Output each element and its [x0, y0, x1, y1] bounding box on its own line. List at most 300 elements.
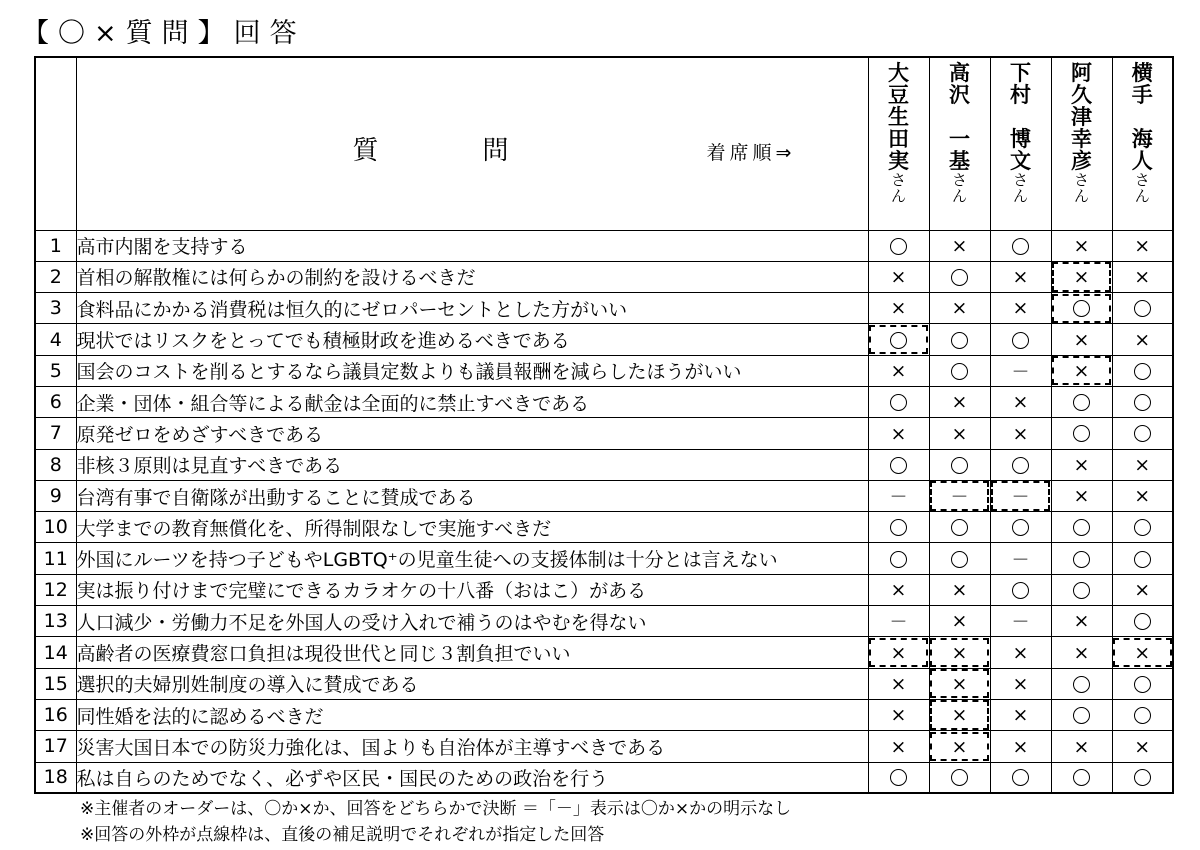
circle-answer [1073, 582, 1090, 599]
question-text: 台湾有事で自衛隊が出動することに賛成である [76, 480, 868, 511]
dash-answer: － [1011, 549, 1030, 571]
circle-answer [1073, 676, 1090, 693]
circle-answer [1012, 582, 1029, 599]
circle-mark-icon [890, 519, 907, 536]
answer-cell [990, 731, 1051, 762]
circle-answer [890, 332, 907, 349]
cross-answer: × [890, 673, 907, 696]
answer-cell [1112, 418, 1173, 449]
answer-cell [1051, 355, 1112, 386]
question-number: 8 [35, 449, 76, 480]
circle-mark-icon [890, 457, 907, 474]
circle-mark-icon [1012, 238, 1029, 255]
cross-answer: × [1012, 266, 1029, 289]
cross-answer: × [890, 422, 907, 445]
answer-cell [990, 355, 1051, 386]
question-text: 実は振り付けまで完璧にできるカラオケの十八番（おはこ）がある [76, 574, 868, 605]
seating-order-label: 着席順⇒ [706, 142, 796, 164]
answer-cell [1051, 637, 1112, 668]
answer-cell [868, 355, 929, 386]
candidate-header-cell [990, 57, 1051, 230]
answer-cell [868, 261, 929, 292]
question-number: 5 [35, 355, 76, 386]
honorific-char: ん [1073, 187, 1089, 205]
question-text: 人口減少・労働力不足を外国人の受け入れで補うのはやむを得ない [76, 606, 868, 637]
candidate-name-char: 津 [1071, 105, 1092, 129]
question-text: 災害大国日本での防災力強化は、国よりも自治体が主導すべきである [76, 731, 868, 762]
cross-answer: × [1073, 266, 1090, 289]
circle-mark-icon [890, 551, 907, 568]
cross-answer: × [951, 422, 968, 445]
question-number: 18 [35, 762, 76, 793]
answer-cell [1112, 261, 1173, 292]
candidate-header-cell [1112, 57, 1173, 230]
answer-cell [929, 543, 990, 574]
qa-sheet [34, 56, 1172, 792]
answer-cell [1112, 293, 1173, 324]
question-text: 首相の解散権には何らかの制約を設けるべきだ [76, 261, 868, 292]
candidate-name-char: 生 [888, 105, 909, 129]
answer-cell [990, 418, 1051, 449]
table-row [35, 230, 1173, 261]
circle-answer [1134, 769, 1151, 786]
question-number: 6 [35, 386, 76, 417]
table-row [35, 261, 1173, 292]
dash-answer: － [889, 612, 908, 634]
candidate-header-cell [929, 57, 990, 230]
question-number: 13 [35, 606, 76, 637]
candidate-name-char: 彦 [1071, 149, 1092, 173]
question-number: 14 [35, 637, 76, 668]
question-text: 現状ではリスクをとってでも積極財政を進めるべきである [76, 324, 868, 355]
cross-answer: × [1134, 579, 1151, 602]
circle-answer [890, 238, 907, 255]
answer-cell [1051, 668, 1112, 699]
answer-cell [990, 543, 1051, 574]
circle-mark-icon [951, 551, 968, 568]
answer-cell [990, 512, 1051, 543]
candidate-name-char: 阿 [1071, 61, 1092, 85]
answer-cell [868, 731, 929, 762]
circle-answer [1073, 425, 1090, 442]
candidate-name-char: 横 [1131, 61, 1153, 85]
answer-cell [868, 324, 929, 355]
question-number: 12 [35, 574, 76, 605]
circle-mark-icon [1073, 707, 1090, 724]
circle-mark-icon [1134, 394, 1151, 411]
circle-answer [1073, 551, 1090, 568]
circle-answer [951, 269, 968, 286]
cross-answer: × [890, 641, 907, 664]
circle-mark-icon [1134, 676, 1151, 693]
answer-cell [1112, 386, 1173, 417]
answer-cell [1051, 574, 1112, 605]
answer-cell [990, 261, 1051, 292]
circle-answer [890, 551, 907, 568]
circle-answer [1012, 769, 1029, 786]
cross-answer: × [1073, 485, 1090, 508]
answer-cell [1112, 574, 1173, 605]
cross-answer: × [890, 704, 907, 727]
answer-cell [1051, 230, 1112, 261]
table-row [35, 355, 1173, 386]
circle-mark-icon [1134, 425, 1151, 442]
cross-answer: × [1012, 391, 1029, 414]
honorific-char: ん [1012, 187, 1028, 205]
question-number: 16 [35, 699, 76, 730]
circle-answer [1073, 394, 1090, 411]
circle-answer [1073, 769, 1090, 786]
cross-answer: × [1134, 735, 1151, 758]
answer-cell [929, 512, 990, 543]
answer-cell [990, 480, 1051, 511]
honorific-char: ん [951, 187, 967, 205]
circle-answer [1134, 613, 1151, 630]
answer-cell [929, 731, 990, 762]
table-row [35, 668, 1173, 699]
question-text: 選択的夫婦別姓制度の導入に賛成である [76, 668, 868, 699]
answer-cell [990, 386, 1051, 417]
table-row [35, 418, 1173, 449]
cross-answer: × [951, 579, 968, 602]
answer-cell [1112, 480, 1173, 511]
answer-cell [1051, 606, 1112, 637]
cross-answer: × [1134, 328, 1151, 351]
candidate-name [1113, 58, 1173, 204]
answer-cell [929, 386, 990, 417]
answer-cell [1112, 668, 1173, 699]
cross-answer: × [951, 610, 968, 633]
table-row [35, 386, 1173, 417]
circle-answer [890, 457, 907, 474]
answer-cell [868, 449, 929, 480]
answer-cell [1112, 762, 1173, 793]
answer-cell [929, 355, 990, 386]
answer-cell [1112, 449, 1173, 480]
candidate-name [869, 58, 929, 204]
circle-mark-icon [951, 332, 968, 349]
cross-answer: × [890, 297, 907, 320]
question-text: 高齢者の医療費窓口負担は現役世代と同じ３割負担でいい [76, 637, 868, 668]
circle-answer [1134, 519, 1151, 536]
honorific-char: さ [1012, 171, 1028, 189]
answer-cell [929, 699, 990, 730]
circle-answer [1073, 707, 1090, 724]
candidate-name-char: 沢 [949, 83, 970, 107]
answer-cell [929, 230, 990, 261]
circle-answer [951, 551, 968, 568]
circle-answer [951, 332, 968, 349]
answer-cell [1051, 324, 1112, 355]
circle-mark-icon [1073, 425, 1090, 442]
candidate-name-char: 下 [1010, 61, 1031, 85]
answer-cell [990, 762, 1051, 793]
candidate-name-char: 手 [1131, 83, 1153, 107]
cross-answer: × [951, 641, 968, 664]
answer-cell [868, 480, 929, 511]
question-text: 国会のコストを削るとするなら議員定数よりも議員報酬を減らしたほうがいい [76, 355, 868, 386]
circle-answer [890, 519, 907, 536]
cross-answer: × [951, 297, 968, 320]
question-number: 11 [35, 543, 76, 574]
answer-cell [929, 293, 990, 324]
circle-mark-icon [890, 769, 907, 786]
circle-mark-icon [951, 457, 968, 474]
circle-mark-icon [1134, 551, 1151, 568]
question-text: 高市内閣を支持する [76, 230, 868, 261]
question-text: 企業・団体・組合等による献金は全面的に禁止すべきである [76, 386, 868, 417]
question-text: 外国にルーツを持つ子どもやLGBTQ⁺の児童生徒への支援体制は十分とは言えない [76, 543, 868, 574]
question-text: 原発ゼロをめざすべきである [76, 418, 868, 449]
answer-cell [1051, 512, 1112, 543]
cross-answer: × [1073, 641, 1090, 664]
question-number: 1 [35, 230, 76, 261]
cross-answer: × [1012, 735, 1029, 758]
circle-mark-icon [890, 394, 907, 411]
answer-cell [1051, 418, 1112, 449]
dash-answer: － [950, 487, 969, 509]
dash-answer: － [1011, 612, 1030, 634]
cross-answer: × [1134, 453, 1151, 476]
candidate-name-char: 博 [1010, 127, 1031, 151]
candidate-name-char: 基 [949, 149, 970, 173]
circle-mark-icon [1134, 707, 1151, 724]
table-row [35, 762, 1173, 793]
circle-mark-icon [951, 519, 968, 536]
candidate-name [930, 58, 990, 204]
cross-answer: × [1073, 360, 1090, 383]
table-row [35, 449, 1173, 480]
answer-cell [868, 637, 929, 668]
answer-cell [1112, 731, 1173, 762]
answer-cell [929, 637, 990, 668]
answer-cell [929, 261, 990, 292]
question-number: 10 [35, 512, 76, 543]
answer-cell [1051, 261, 1112, 292]
cross-answer: × [1012, 422, 1029, 445]
question-text: 同性婚を法的に認めるべきだ [76, 699, 868, 730]
candidate-name-char: 幸 [1071, 127, 1092, 151]
answer-cell [1051, 762, 1112, 793]
cross-answer: × [951, 234, 968, 257]
answer-cell [1112, 355, 1173, 386]
answer-cell [868, 699, 929, 730]
circle-mark-icon [951, 769, 968, 786]
circle-mark-icon [1134, 769, 1151, 786]
answer-cell [929, 418, 990, 449]
answer-cell [1112, 699, 1173, 730]
qa-table [34, 56, 1174, 794]
header-row [35, 57, 1173, 230]
table-row [35, 293, 1173, 324]
circle-mark-icon [1012, 457, 1029, 474]
question-text: 大学までの教育無償化を、所得制限なしで実施すべきだ [76, 512, 868, 543]
cross-answer: × [1073, 610, 1090, 633]
cross-answer: × [1134, 234, 1151, 257]
answer-cell [868, 543, 929, 574]
answer-cell [929, 606, 990, 637]
circle-answer [1012, 519, 1029, 536]
answer-cell [1112, 230, 1173, 261]
cross-answer: × [1012, 673, 1029, 696]
answer-cell [929, 480, 990, 511]
circle-answer [951, 769, 968, 786]
answer-cell [1112, 606, 1173, 637]
answer-cell [868, 606, 929, 637]
table-row [35, 699, 1173, 730]
circle-mark-icon [890, 332, 907, 349]
circle-answer [1134, 551, 1151, 568]
answer-cell [1051, 480, 1112, 511]
question-number: 9 [35, 480, 76, 511]
honorific-char: ん [890, 187, 906, 205]
answer-cell [1051, 699, 1112, 730]
question-text: 私は自らのためでなく、必ずや区民・国民のための政治を行う [76, 762, 868, 793]
footnote: ※主催者のオーダーは、〇か×か、回答をどちらかで決断 ＝「－」表示は〇か×かの明示なし [80, 799, 792, 819]
answer-cell [1112, 637, 1173, 668]
dash-answer: － [1011, 361, 1030, 383]
question-number: 4 [35, 324, 76, 355]
answer-cell [1112, 543, 1173, 574]
candidate-name-char: 高 [949, 61, 970, 85]
cross-answer: × [890, 579, 907, 602]
candidate-header-cell [1051, 57, 1112, 230]
table-row [35, 606, 1173, 637]
question-text: 食料品にかかる消費税は恒久的にゼロパーセントとした方がいい [76, 293, 868, 324]
circle-mark-icon [1073, 676, 1090, 693]
circle-answer [1012, 332, 1029, 349]
candidate-name-char: 海 [1131, 127, 1153, 151]
table-row [35, 324, 1173, 355]
answer-cell [1051, 293, 1112, 324]
answer-cell [1051, 386, 1112, 417]
answer-cell [1051, 731, 1112, 762]
circle-mark-icon [1012, 332, 1029, 349]
candidate-name-char: 大 [888, 61, 909, 85]
circle-mark-icon [951, 363, 968, 380]
cross-answer: × [1073, 234, 1090, 257]
honorific-char: さ [890, 171, 906, 189]
question-number: 7 [35, 418, 76, 449]
answer-cell [990, 449, 1051, 480]
circle-answer [1134, 363, 1151, 380]
circle-answer [1073, 519, 1090, 536]
answer-cell [868, 386, 929, 417]
table-row [35, 543, 1173, 574]
circle-answer [951, 457, 968, 474]
answer-cell [990, 637, 1051, 668]
cross-answer: × [890, 735, 907, 758]
candidate-name-char: 実 [888, 149, 909, 173]
answer-cell [990, 606, 1051, 637]
table-row [35, 512, 1173, 543]
candidate-name-char: 一 [949, 127, 970, 151]
answer-cell [1112, 512, 1173, 543]
answer-cell [868, 230, 929, 261]
candidate-name-char: 文 [1010, 149, 1031, 173]
page-title: 【〇×質問】回答 [22, 18, 306, 49]
answer-cell [868, 512, 929, 543]
candidate-name-char: 人 [1131, 149, 1153, 173]
circle-answer [890, 394, 907, 411]
cross-answer: × [951, 673, 968, 696]
cross-answer: × [1012, 704, 1029, 727]
circle-mark-icon [1134, 519, 1151, 536]
table-row [35, 637, 1173, 668]
cross-answer: × [1012, 641, 1029, 664]
answer-cell [929, 574, 990, 605]
candidate-name [1052, 58, 1112, 204]
answer-cell [868, 762, 929, 793]
circle-mark-icon [1073, 769, 1090, 786]
honorific-char: さ [1134, 171, 1150, 189]
honorific-char: さ [951, 171, 967, 189]
question-number: 3 [35, 293, 76, 324]
question-number: 15 [35, 668, 76, 699]
circle-mark-icon [1134, 613, 1151, 630]
circle-answer [1134, 676, 1151, 693]
cross-answer: × [890, 266, 907, 289]
question-number: 17 [35, 731, 76, 762]
cross-answer: × [1073, 328, 1090, 351]
candidate-name-char: 田 [888, 127, 909, 151]
circle-answer [1134, 300, 1151, 317]
circle-answer [1134, 707, 1151, 724]
question-number: 2 [35, 261, 76, 292]
table-row [35, 731, 1173, 762]
question-header-cell [76, 57, 868, 230]
table-row [35, 574, 1173, 605]
circle-mark-icon [1012, 519, 1029, 536]
circle-mark-icon [1073, 300, 1090, 317]
answer-cell [990, 324, 1051, 355]
circle-mark-icon [1012, 769, 1029, 786]
answer-cell [1112, 324, 1173, 355]
cross-answer: × [890, 360, 907, 383]
honorific-char: さ [1073, 171, 1089, 189]
answer-cell [929, 668, 990, 699]
cross-answer: × [1073, 453, 1090, 476]
answer-cell [990, 230, 1051, 261]
circle-mark-icon [1073, 582, 1090, 599]
circle-answer [951, 519, 968, 536]
dash-answer: － [1011, 487, 1030, 509]
answer-cell [929, 762, 990, 793]
cross-answer: × [1134, 641, 1151, 664]
candidate-name-char: 久 [1071, 83, 1092, 107]
dash-answer: － [889, 487, 908, 509]
answer-cell [868, 574, 929, 605]
number-header-cell [35, 57, 76, 230]
answer-cell [990, 668, 1051, 699]
circle-mark-icon [1073, 551, 1090, 568]
circle-answer [1134, 425, 1151, 442]
answer-cell [990, 574, 1051, 605]
candidate-header-cell [868, 57, 929, 230]
circle-answer [1134, 394, 1151, 411]
circle-mark-icon [1073, 519, 1090, 536]
answer-cell [990, 293, 1051, 324]
question-header-label: 質 問 [352, 136, 513, 166]
circle-mark-icon [890, 238, 907, 255]
cross-answer: × [951, 391, 968, 414]
answer-cell [1051, 543, 1112, 574]
answer-cell [990, 699, 1051, 730]
candidate-name [991, 58, 1051, 204]
cross-answer: × [1073, 735, 1090, 758]
answer-cell [868, 668, 929, 699]
answer-cell [1051, 449, 1112, 480]
